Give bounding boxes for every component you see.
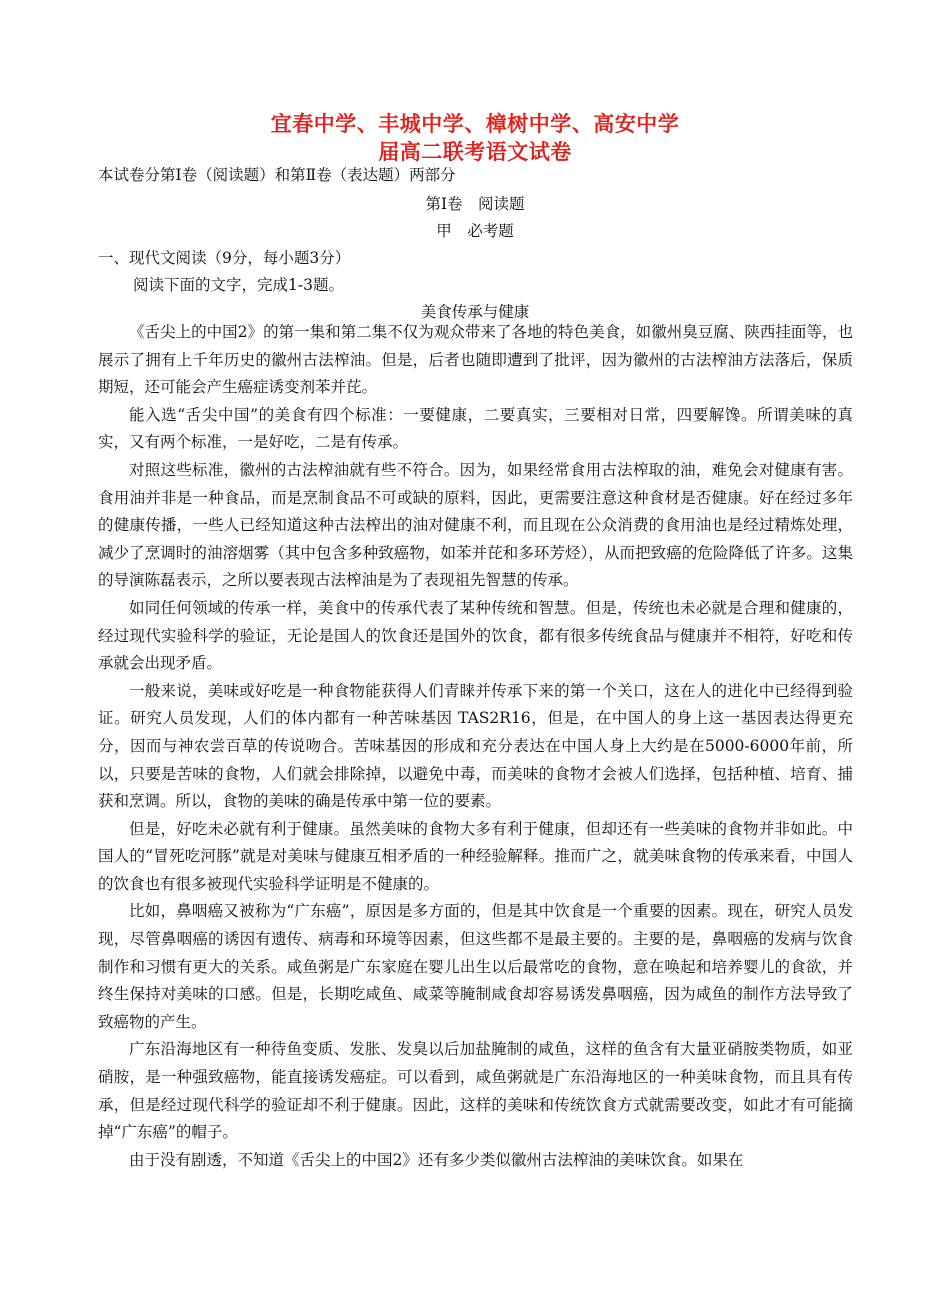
article-paragraph: 但是，好吃未必就有利于健康。虽然美味的食物大多有利于健康，但却还有一些美味的食物并非如此。中国人的“冒死吃河豚”就是对美味与健康互相矛盾的一种经验解释。推而广之，就美味食物的传承来看，中国人的饮食也有很多被现代实验科学证明是不健康的。 [98, 819, 853, 893]
question-heading: 一、现代文阅读（9分，每小题3分） [98, 249, 351, 267]
article-paragraph: 比如，鼻咽癌又被称为“广东癌”，原因是多方面的，但是其中饮食是一个重要的因素。现在，研究人员发现，尽管鼻咽癌的诱因有遗传、病毒和环境等因素，但这些都不是最主要的。主要的是，鼻咽癌的发病与饮食制作和习惯有更大的关系。咸鱼粥是广东家庭在婴儿出生以后最常吃的食物，意在唤起和培养婴儿的食欲，并终生保持对美味的口感。但是，长期吃咸鱼、咸菜等腌制咸食却容易诱发鼻咽癌，因为咸鱼的制作方法导致了致癌物的产生。 [98, 902, 853, 1031]
article-paragraph: 对照这些标准，徽州的古法榨油就有些不符合。因为，如果经常食用古法榨取的油，难免会对健康有害。食用油并非是一种食品，而是烹制食品不可或缺的原料，因此，更需要注意这种食材是否健康。好在经过多年的健康传播，一些人已经知道这种古法榨出的油对健康不利，而且现在公众消费的食用油也是经过精炼处理，减少了烹调时的油溶烟雾（其中包含多种致癌物，如苯并芘和多环芳烃），从而把致癌的危险降低了许多。这集的导演陈磊表示，之所以要表现古法榨油是为了表现祖先智慧的传承。 [98, 460, 853, 590]
article-title: 美食传承与健康 [420, 303, 530, 321]
article-paragraph: 广东沿海地区有一种待鱼变质、发胀、发臭以后加盐腌制的咸鱼，这样的鱼含有大量亚硝胺类物质，如亚硝胺，是一种强致癌物，能直接诱发癌症。可以看到，咸鱼粥就是广东沿海地区的一种美味食物，而且具有传承，但是经过现代科学的验证却不利于健康。因此，这样的美味和传统饮食方式就需要改变，如此才有可能摘掉“广东癌”的帽子。 [98, 1040, 853, 1142]
article-paragraph: 如同任何领域的传承一样，美食中的传承代表了某种传统和智慧。但是，传统也未必就是合理和健康的，经过现代实验科学的验证，无论是国人的饮食还是国外的饮食，都有很多传统食品与健康并不相符，好吃和传承就会出现矛盾。 [98, 598, 853, 673]
section-label: 第Ⅰ卷 阅读题 [425, 195, 525, 213]
exam-intro: 本试卷分第Ⅰ卷（阅读题）和第Ⅱ卷（表达题）两部分 [98, 166, 456, 184]
reading-instruction: 阅读下面的文字，完成1-3题。 [133, 276, 344, 294]
article-paragraph: 《舌尖上的中国2》的第一集和第二集不仅为观众带来了各地的特色美食，如徽州臭豆腐、陕西挂面等，也展示了拥有上千年历史的徽州古法榨油。但是，后者也随即遭到了批评，因为徽州的古法榨油方法落后，保质期短，还可能会产生癌症诱变剂苯并芘。 [98, 323, 853, 397]
article-body [98, 319, 853, 1174]
exam-title-line-1: 宜春中学、丰城中学、樟树中学、高安中学 [270, 111, 680, 136]
exam-title-line-2: 届高二联考语文试卷 [378, 139, 572, 164]
article-paragraph: 能入选“舌尖中国”的美食有四个标准：一要健康，二要真实，三要相对日常，四要解馋。所谓美味的真实，又有两个标准，一是好吃，二是有传承。 [98, 405, 853, 452]
subsection-label: 甲 必考题 [436, 222, 514, 240]
article-paragraph: 一般来说，美味或好吃是一种食物能获得人们青睐并传承下来的第一个关口，这在人的进化中已经得到验证。研究人员发现，人们的体内都有一种苦味基因 TAS2R16，但是，在中国人的身上这一基因表达得更充分，因而与神农尝百草的传说吻合。苦味基因的形成和充分表达在中国人身上大约是在5000-6000年前，所以，只要是苦味的食物，人们就会排除掉，以避免中毒，而美味的食物才会被人们选择，包括种植、培育、捕获和烹调。所以，食物的美味的确是传承中第一位的要素。 [98, 681, 853, 811]
article-paragraph: 由于没有剧透，不知道《舌尖上的中国2》还有多少类似徽州古法榨油的美味饮食。如果在 [129, 1150, 744, 1169]
